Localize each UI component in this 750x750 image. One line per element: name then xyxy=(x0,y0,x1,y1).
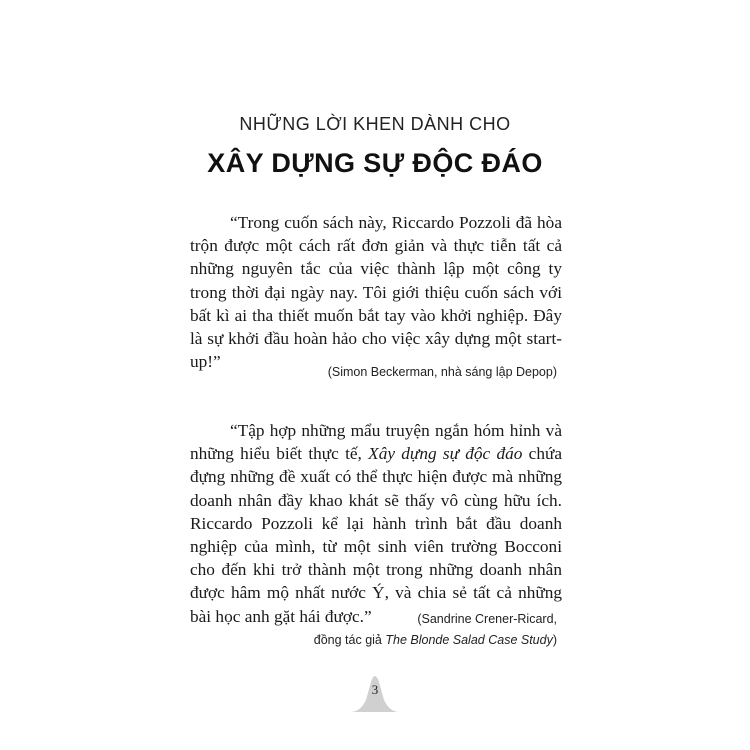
quote-2-attribution-name: (Sandrine Crener-Ricard, xyxy=(417,612,557,626)
quote-2-text-end: chứa đựng những đề xuất có thể thực hiện được mà những doanh nhân đầy khao khát sẽ thấy vô cùng hữu ích. Riccardo Pozzoli kể lại hành trình bắt đầu doanh nghiệp của mình, từ một sinh viên trường Bocconi cho đến khi trở thành một trong những doanh nhân được hâm mộ nhất nước Ý, và chia sẻ tất cả những bài học anh gặt hái được.” xyxy=(190,444,563,626)
quote-2-attribution-role xyxy=(314,630,557,651)
quote-2-text-start: “Tập hợp những mẩu truyện ngắn hóm hỉnh và những hiểu biết thực tế, xyxy=(190,421,562,464)
attribution-book-title: The Blonde Salad Case Study xyxy=(385,633,553,647)
attribution-role-prefix: đồng tác giả xyxy=(313,633,386,647)
quote-1-attribution: (Simon Beckerman, nhà sáng lập Depop) xyxy=(327,365,557,379)
quote-2-attribution xyxy=(314,609,557,651)
page-number: 3 xyxy=(371,682,379,697)
praise-quote-1: “Trong cuốn sách này, Riccardo Pozzoli đã hòa trộn được một cách rất đơn giản và thực tiễn tất cả những nguyên tắc của việc thành lập một công ty trong thời đại ngày nay. Tôi giới thiệu cuốn sách với bất kì ai tha thiết muốn bắt tay vào khởi nghiệp. Đây là sự khởi đầu hoàn hảo cho việc xây dựng một start-up!” xyxy=(190,213,562,372)
praise-quote-2 xyxy=(190,419,562,628)
quote-2-book-title: Xây dựng sự độc đáo xyxy=(368,444,523,464)
attribution-role-suffix: ) xyxy=(552,633,557,647)
page-title: XÂY DỰNG SỰ ĐỘC ĐÁO xyxy=(207,148,543,178)
section-eyebrow: NHỮNG LỜI KHEN DÀNH CHO xyxy=(239,114,511,134)
